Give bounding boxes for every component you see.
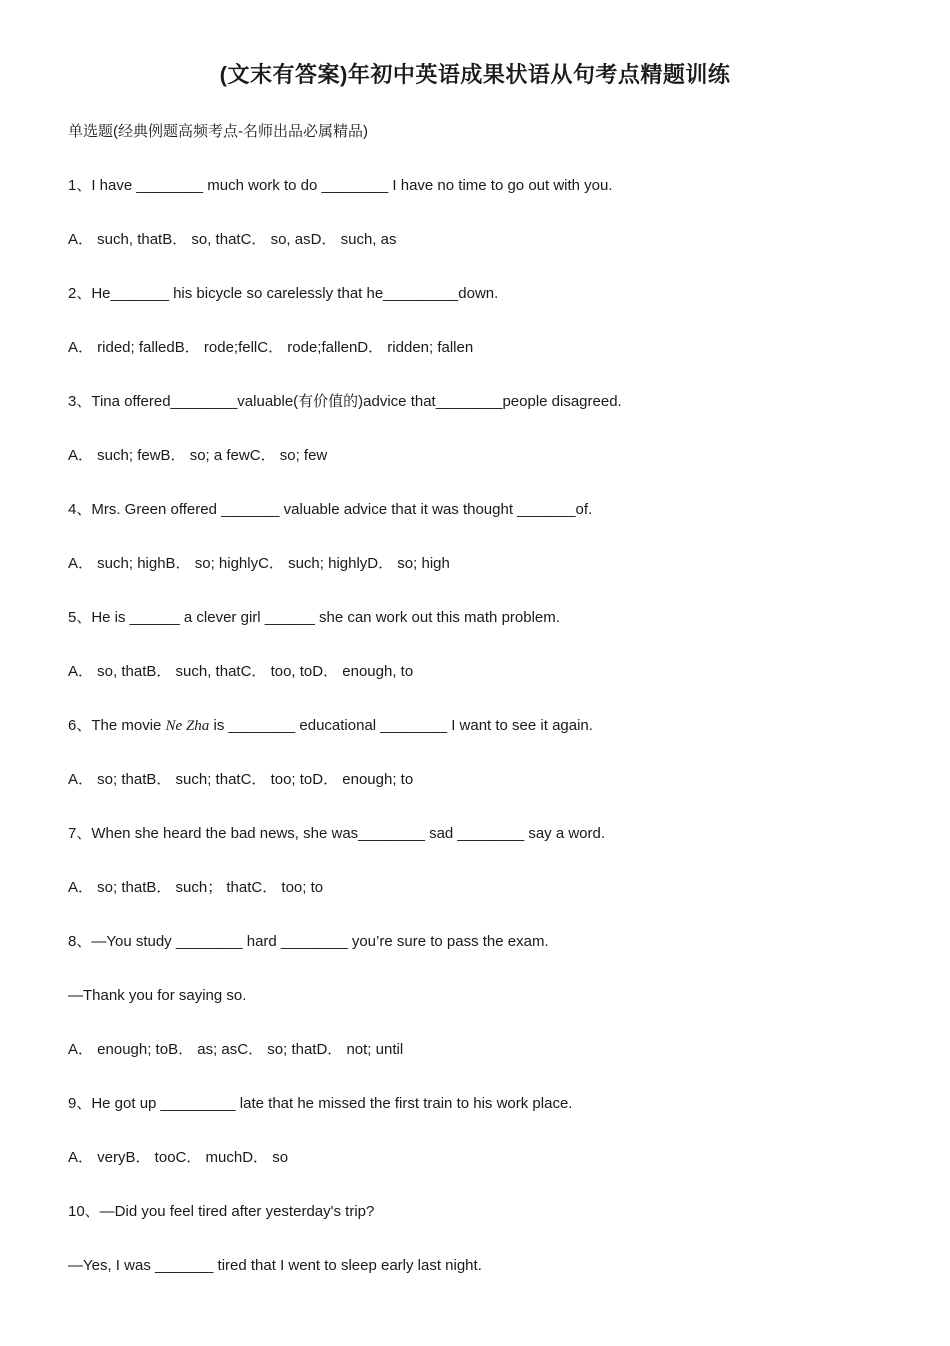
question-3-options: A． such; fewB． so; a fewC． so; few [68, 447, 328, 464]
question-4-options: A． such; highB． so; highlyC． such; highlyD． so; high [68, 555, 450, 572]
question-1-options: A． such, thatB． so, thatC． so, asD． such, as [68, 231, 397, 248]
question-2-stem: 2、He_______ his bicycle so carelessly that he_________down. [68, 285, 499, 302]
question-6-options: A． so; thatB． such; thatC． too; toD． enough; to [68, 771, 414, 788]
question-6-stem-before: 6、The movie [68, 717, 166, 734]
question-6-stem [68, 716, 888, 736]
question-1-stem: 1、I have ________ much work to do ________ I have no time to go out with you. [68, 177, 613, 194]
question-3-stem: 3、Tina offered________valuable(有价值的)advice that________people disagreed. [68, 393, 622, 410]
question-6-stem-after: is ________ educational ________ I want to see it again. [209, 717, 593, 734]
question-2-options: A． rided; falledB． rode;fellC． rode;fallenD． ridden; fallen [68, 339, 474, 356]
question-5-options: A． so, thatB． such, thatC． too, toD． enough, to [68, 663, 414, 680]
question-5-stem: 5、He is ______ a clever girl ______ she can work out this math problem. [68, 609, 560, 626]
question-10-stem: 10、—Did you feel tired after yesterday's trip? [68, 1203, 375, 1220]
section-heading: 单选题(经典例题高频考点-名师出品必属精品) [68, 123, 368, 140]
question-7-stem: 7、When she heard the bad news, she was________ sad ________ say a word. [68, 825, 606, 842]
document-title: (文末有答案)年初中英语成果状语从句考点精题训练 [219, 62, 731, 87]
question-8-reply: —Thank you for saying so. [68, 987, 247, 1004]
movie-title-emphasis: Ne Zha [165, 718, 210, 734]
question-4-stem: 4、Mrs. Green offered _______ valuable advice that it was thought _______of. [68, 501, 593, 518]
question-8-options: A． enough; toB． as; asC． so; thatD． not; until [68, 1041, 404, 1058]
question-9-options: A． veryB． tooC． muchD． so [68, 1149, 289, 1166]
question-8-stem: 8、—You study ________ hard ________ you’re sure to pass the exam. [68, 933, 549, 950]
question-7-options: A． so; thatB． such； thatC． too; to [68, 879, 324, 896]
question-9-stem: 9、He got up _________ late that he missed the first train to his work place. [68, 1095, 573, 1112]
question-10-reply: —Yes, I was _______ tired that I went to sleep early last night. [68, 1257, 482, 1274]
